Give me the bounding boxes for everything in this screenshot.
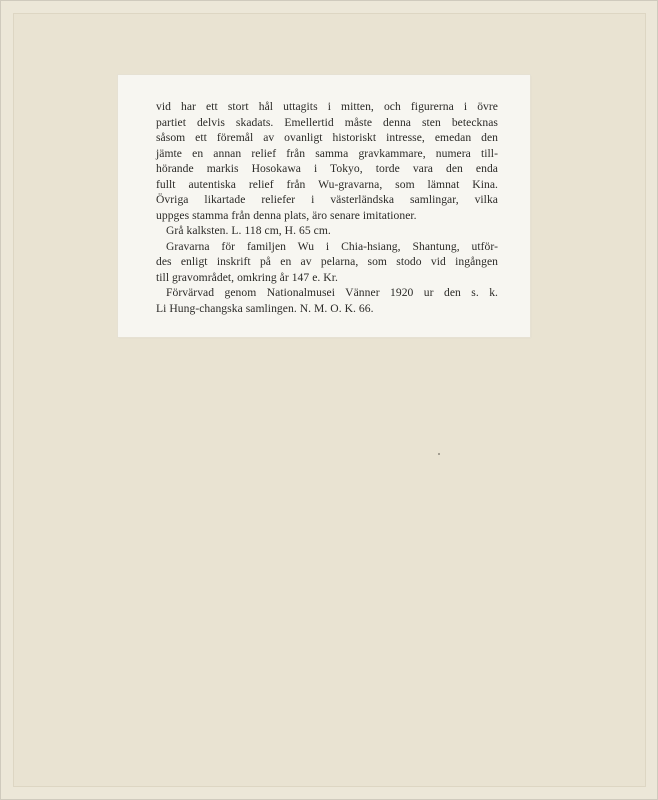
paragraph-material: [156, 223, 498, 239]
text-line: hörande markis Hosokawa i Tokyo, torde vara den enda: [156, 162, 498, 175]
pasted-text-slip: [118, 75, 530, 337]
text-line: partiet delvis skadats. Emellertid måste denna sten betecknas: [156, 115, 498, 129]
text-line: des enligt inskrift på en av pelarna, som stodo vid ingången: [156, 255, 498, 268]
paper-speck: [438, 453, 440, 455]
text-line: jämte en annan relief från samma gravkammare, numera till-: [156, 146, 498, 160]
text-line: Li Hung-changska samlingen. N. M. O. K. 66.: [156, 301, 374, 315]
text-line: Grå kalksten. L. 118 cm, H. 65 cm.: [166, 224, 331, 237]
text-line: fullt autentiska relief från Wu-gravarna, som lämnat Kina.: [156, 177, 498, 191]
text-block: [156, 99, 498, 316]
text-line: till gravområdet, omkring år 147 e. Kr.: [156, 270, 338, 284]
text-line: såsom ett föremål av ovanligt historiskt intresse, emedan den: [156, 131, 498, 144]
text-line: Övriga likartade reliefer i västerländska samlingar, vilka: [156, 193, 498, 206]
paragraph-description: [156, 99, 498, 223]
text-line: vid har ett stort hål uttagits i mitten, och figurerna i övre: [156, 100, 498, 113]
text-line: uppges stamma från denna plats, äro senare imitationer.: [156, 208, 417, 222]
paragraph-acquisition: [156, 285, 498, 316]
paragraph-provenance: [156, 239, 498, 286]
text-line: Förvärvad genom Nationalmusei Vänner 1920 ur den s. k.: [166, 286, 498, 299]
text-line: Gravarna för familjen Wu i Chia-hsiang, Shantung, utför-: [166, 239, 498, 253]
